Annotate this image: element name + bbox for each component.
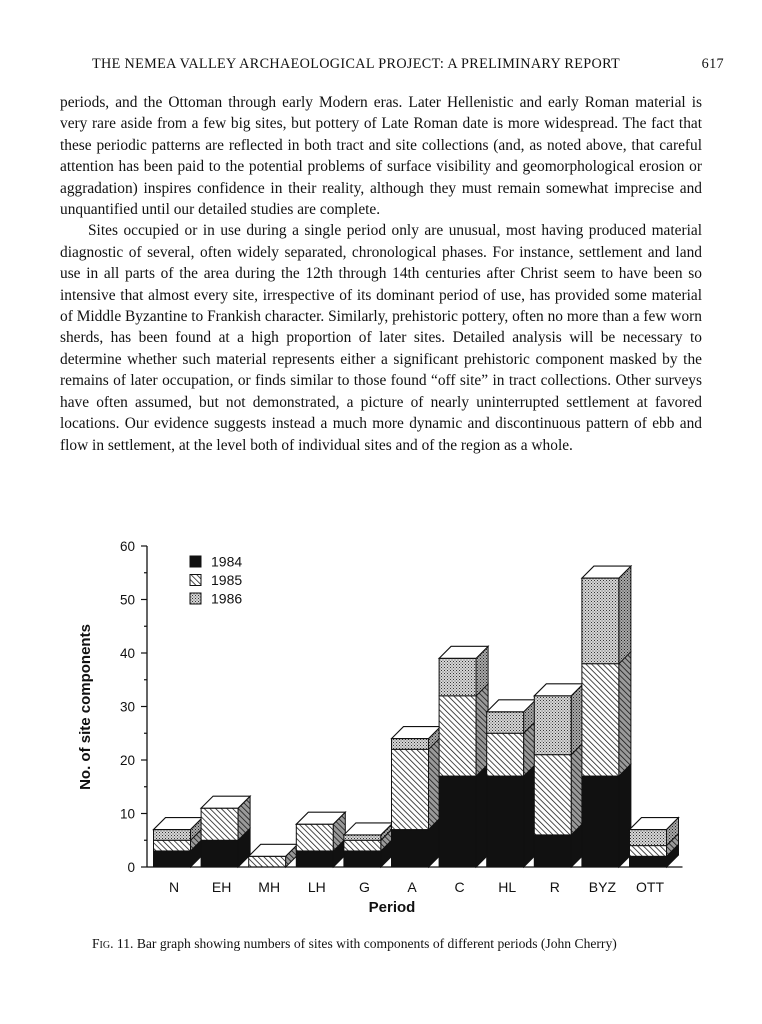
legend-label-1985: 1985 [211,572,243,588]
bar-segment-1986-front [582,578,619,664]
bar-segment-1986-front [630,830,667,846]
body-text [60,92,702,456]
bar-segment-1985-front [630,846,667,857]
bar-segment-1985-side [619,652,631,776]
running-title: THE NEMEA VALLEY ARCHAEOLOGICAL PROJECT: A PRELIMINARY REPORT [92,56,621,72]
legend [190,554,242,607]
x-tick-label: N [168,879,180,895]
bar-lh [296,812,345,867]
bar-mh [249,844,298,867]
legend-swatch-1984 [190,556,201,567]
x-tick-label: MH [258,879,281,895]
bar-r [534,684,583,867]
bar-segment-1984-front [439,776,476,867]
bar-ott [630,818,679,867]
bar-segment-1984-front [154,851,191,867]
bar-segment-1984-front [534,835,571,867]
legend-label-1986: 1986 [211,590,243,607]
running-head [92,56,724,73]
x-tick-label: C [454,879,465,895]
bar-segment-1984-front [487,776,524,867]
bar-segment-1985-front [344,840,381,851]
bar-segment-1984-front [630,856,667,867]
bar-segment-1985-front [249,856,286,867]
y-axis [120,539,147,875]
x-tick-label: EH [211,879,232,895]
y-tick-label: 0 [127,860,135,875]
x-tick-label: R [549,879,560,895]
bar-segment-1985-front [154,840,191,851]
caption-label: Fig. 11. [92,936,134,951]
bar-segment-1984-front [582,776,619,867]
y-tick-label: 10 [119,806,135,822]
bar-segment-1986-front [534,696,571,755]
legend-label-1984: 1984 [211,553,243,570]
x-tick-label: A [407,879,417,895]
bar-hl [487,700,536,867]
x-axis [147,867,683,895]
bar-c [439,646,488,867]
x-tick-label: OTT [636,879,664,895]
bar-segment-1984-front [344,851,381,867]
bar-segment-1985-front [582,664,619,776]
bar-segment-1986-side [619,566,631,664]
y-tick-label: 50 [119,592,135,608]
bar-segment-1984-front [392,830,429,867]
bar-segment-1986-front [392,739,429,750]
y-tick-label: 30 [119,699,135,715]
x-tick-label: BYZ [588,879,617,895]
page-number: 617 [701,56,724,72]
bar-segment-1986-front [439,658,476,695]
bar-eh [201,796,250,867]
paragraph-2: Sites occupied or in use during a single period only are unusual, most having produced material diagnostic of several, often widely separated, chronological phases. For instance, settlement and land use in all parts of the area during the 12th through 14th centuries after Christ seem to have been so intensive that almost every site, irrespective of its dominant period of use, has provided some material of Middle Byzantine to Frankish character. Similarly, prehistoric pottery, often no more than a few worn sherds, has been found at a high proportion of later sites. Detailed analysis will be necessary to determine whether such material represents either a significant prehistoric component masked by the remains of later occupation, or finds similar to those found “off site” in tract collections. Other surveys have often assumed, but not demonstrated, a picture of nearly uninterrupted settlement at favored locations. Our evidence suggests instead a much more dynamic and discontinuous pattern of ebb and flow in settlement, at the level both of individual sites and of the region as a whole. [60,222,702,454]
x-tick-label: HL [498,879,517,895]
bar-a [392,727,441,867]
bar-segment-1984-front [201,840,238,867]
bar-segment-1986-front [487,712,524,733]
bar-segment-1985-front [201,808,238,840]
legend-swatch-1985 [190,575,201,586]
bar-segment-1986-front [344,835,381,840]
bar-g [344,823,393,867]
bar-chart-figure [0,520,762,920]
bar-segment-1984-front [296,851,333,867]
bar-segment-1986-front [154,830,191,841]
x-axis-label: Period [368,899,416,916]
x-tick-label: G [358,879,370,895]
paragraph-1: periods, and the Ottoman through early Modern eras. Later Hellenistic and early Roman material is very rare aside from a few big sites, but pottery of Late Roman date is more widespread. The fact that these periodic patterns are reflected in both tract and site collections (and, as noted above, that careful attention has been paid to the potential problems of surface visibility and geomorphological erosion or aggradation) inspires confidence in their reality, although they must remain somewhat imprecise and unquantified until our detailed studies are complete. [60,94,702,219]
bar-segment-1985-front [439,696,476,776]
y-tick-label: 40 [119,646,135,661]
y-tick-label: 20 [119,753,135,768]
bars [154,566,679,867]
bar-segment-1985-front [296,824,333,851]
legend-swatch-1986 [190,593,201,604]
bar-segment-1985-front [534,755,571,835]
caption-text: Bar graph showing numbers of sites with components of different periods (John Cherry) [136,936,617,951]
figure-caption [92,936,617,952]
x-tick-label: LH [307,879,326,895]
bar-byz [582,566,631,867]
y-tick-label: 60 [119,539,135,554]
y-axis-label: No. of site components [77,624,94,790]
bar-segment-1985-front [392,749,429,829]
bar-segment-1985-front [487,733,524,776]
bar-n [154,818,203,867]
